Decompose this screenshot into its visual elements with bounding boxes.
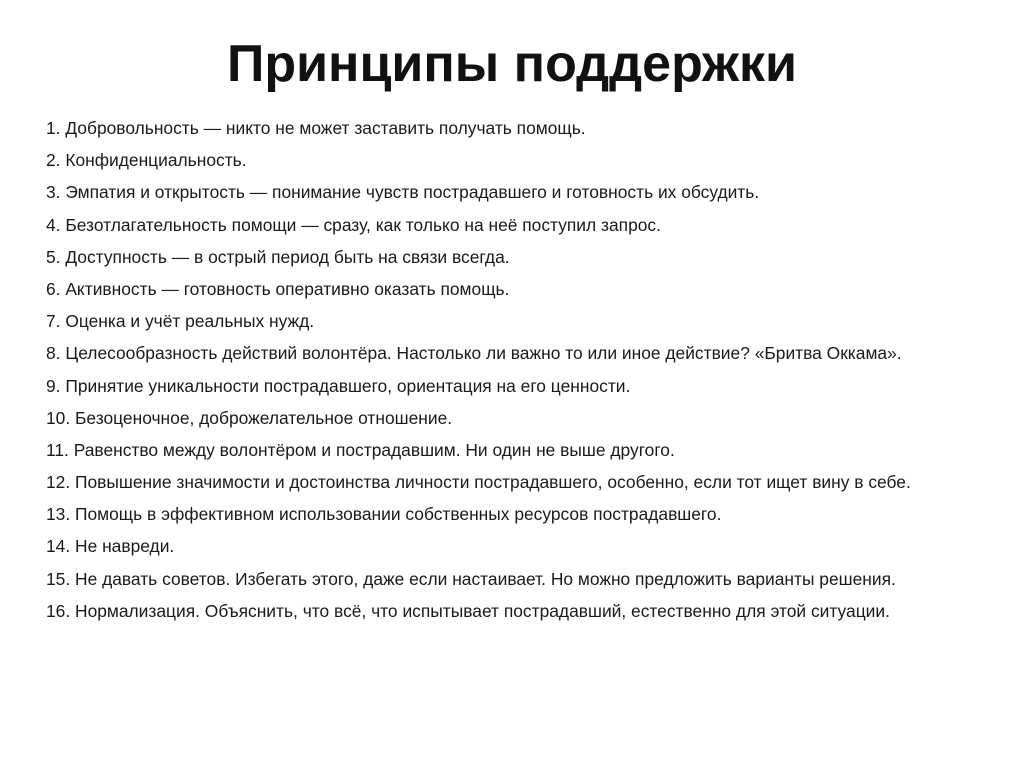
principle-item-13: 13. Помощь в эффективном использовании собственных ресурсов пострадавшего. bbox=[46, 504, 722, 525]
principle-item-4: 4. Безотлагательность помощи — сразу, как только на неё поступил запрос. bbox=[46, 214, 661, 235]
principle-item-2: 2. Конфиденциальность. bbox=[46, 150, 247, 171]
principle-item-14: 14. Не навреди. bbox=[46, 536, 175, 557]
principle-item-12: 12. Повышение значимости и достоинства личности пострадавшего, особенно, если тот ищет вину в себе. bbox=[46, 472, 911, 493]
principle-item-15: 15. Не давать советов. Избегать этого, даже если настаивает. Но можно предложить варианты решения. bbox=[46, 568, 896, 589]
principle-item-16: 16. Нормализация. Объяснить, что всё, что испытывает пострадавший, естественно для этой ситуации. bbox=[46, 600, 890, 621]
slide-title: Принципы поддержки bbox=[226, 35, 798, 93]
principle-item-1: 1. Добровольность — никто не может заставить получать помощь. bbox=[46, 118, 586, 138]
principles-list bbox=[46, 114, 976, 629]
principle-item-3: 3. Эмпатия и открытость — понимание чувств пострадавшего и готовность их обсудить. bbox=[46, 182, 760, 203]
principle-item-8: 8. Целесообразность действий волонтёра. Настолько ли важно то или иное действие? «Бритва Оккама». bbox=[46, 343, 902, 364]
principle-item-11: 11. Равенство между волонтёром и пострадавшим. Ни один не выше другого. bbox=[46, 439, 675, 460]
principle-item-9: 9. Принятие уникальности пострадавшего, ориентация на его ценности. bbox=[46, 375, 631, 396]
principle-item-6: 6. Активность — готовность оперативно оказать помощь. bbox=[46, 278, 510, 299]
principle-item-7: 7. Оценка и учёт реальных нужд. bbox=[46, 311, 315, 332]
principle-item-10: 10. Безоценочное, доброжелательное отношение. bbox=[46, 407, 453, 428]
principle-item-5: 5. Доступность — в острый период быть на связи всегда. bbox=[46, 246, 510, 267]
